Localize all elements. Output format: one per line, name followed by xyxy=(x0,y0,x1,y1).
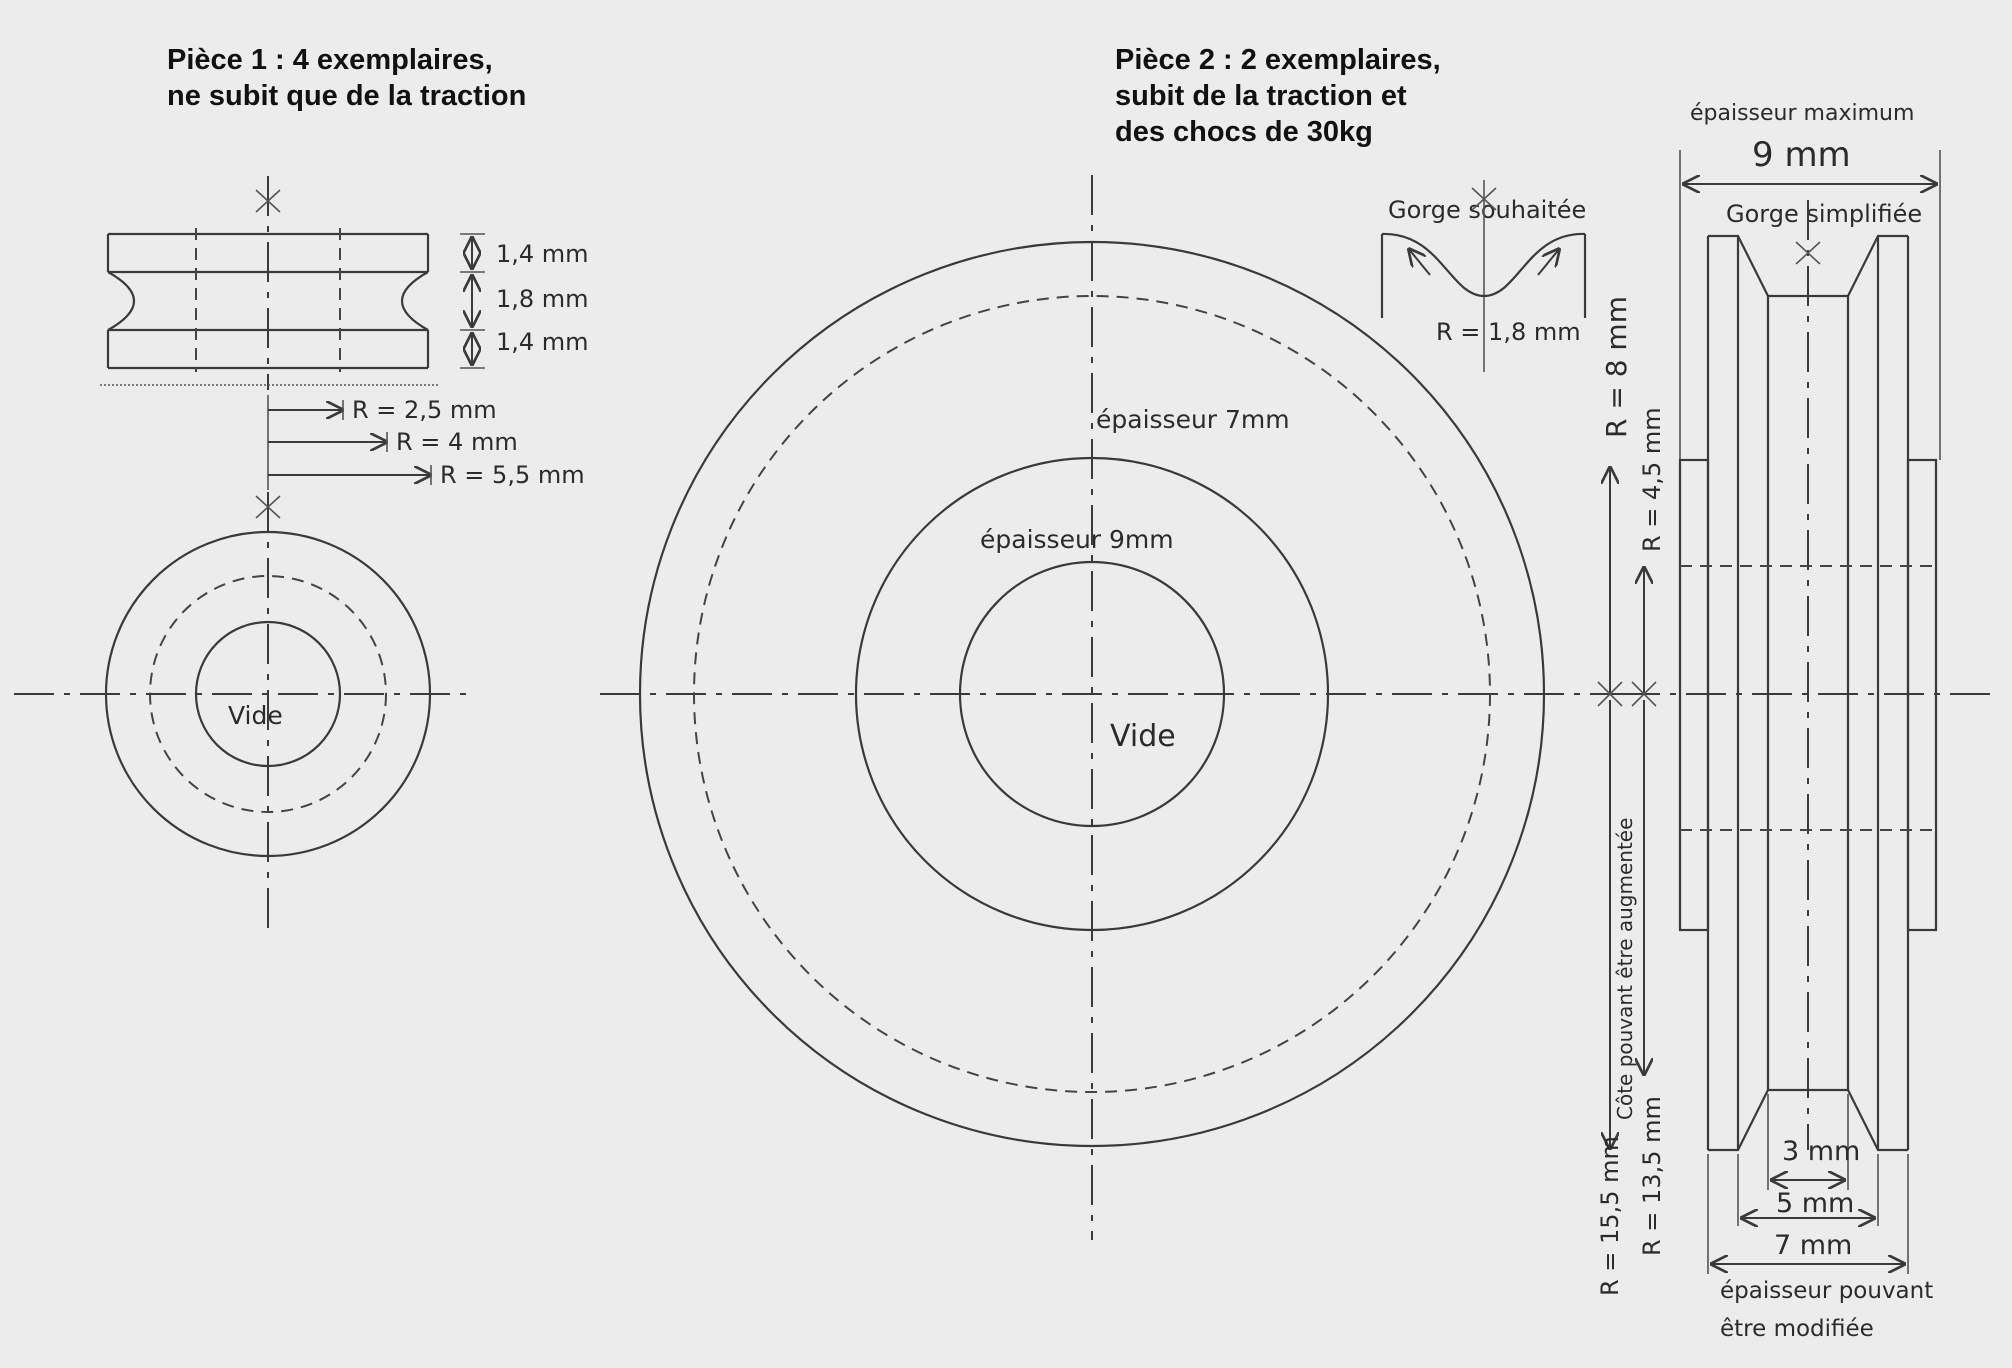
side-note: Côte pouvant être augmentée xyxy=(1613,817,1637,1120)
width-5-label: 5 mm xyxy=(1776,1188,1855,1219)
r-4-5-label: R = 4,5 mm xyxy=(1638,407,1666,552)
piece1-front-view xyxy=(14,492,470,930)
piece1-r-mid: R = 4 mm xyxy=(396,428,518,456)
piece2-void-label: Vide xyxy=(1110,719,1176,754)
groove-detail xyxy=(1382,180,1586,372)
groove-simplified-label: Gorge simplifiée xyxy=(1726,200,1923,228)
r-13-5-label: R = 13,5 mm xyxy=(1638,1096,1666,1256)
piece1-r-inner: R = 2,5 mm xyxy=(352,396,497,424)
piece1-r-outer: R = 5,5 mm xyxy=(440,461,585,489)
bottom-note-line2: être modifiée xyxy=(1720,1316,1874,1342)
piece1-side-view xyxy=(100,176,589,390)
r-15-5-label: R = 15,5 mm xyxy=(1596,1136,1624,1296)
max-thickness-value: 9 mm xyxy=(1752,135,1851,175)
piece2-title-line1: Pièce 2 : 2 exemplaires, xyxy=(1115,44,1441,76)
piece1-void-label: Vide xyxy=(228,701,283,730)
piece2-thickness-outer: épaisseur 7mm xyxy=(1096,405,1290,434)
piece2-thickness-inner: épaisseur 9mm xyxy=(980,525,1174,554)
piece1-title-line1: Pièce 1 : 4 exemplaires, xyxy=(167,44,493,76)
width-7-label: 7 mm xyxy=(1774,1230,1853,1261)
piece1-dim-bottom: 1,4 mm xyxy=(496,328,589,356)
piece1-title-line2: ne subit que de la traction xyxy=(167,80,527,112)
piece1-radius-dims xyxy=(268,395,585,490)
max-thickness-label: épaisseur maximum xyxy=(1690,101,1915,126)
piece1-dim-middle: 1,8 mm xyxy=(496,285,589,313)
piece1-dim-top: 1,4 mm xyxy=(496,240,589,268)
piece2-title-line2: subit de la traction et xyxy=(1115,80,1407,112)
groove-radius-label: R = 1,8 mm xyxy=(1436,318,1581,346)
bottom-note-line1: épaisseur pouvant xyxy=(1720,1278,1934,1304)
r-8-label: R = 8 mm xyxy=(1600,296,1633,438)
width-3-label: 3 mm xyxy=(1782,1136,1861,1167)
groove-wanted-label: Gorge souhaitée xyxy=(1388,196,1587,224)
piece2-side-section xyxy=(1596,101,1990,1342)
piece2-title-line3: des chocs de 30kg xyxy=(1115,116,1373,148)
